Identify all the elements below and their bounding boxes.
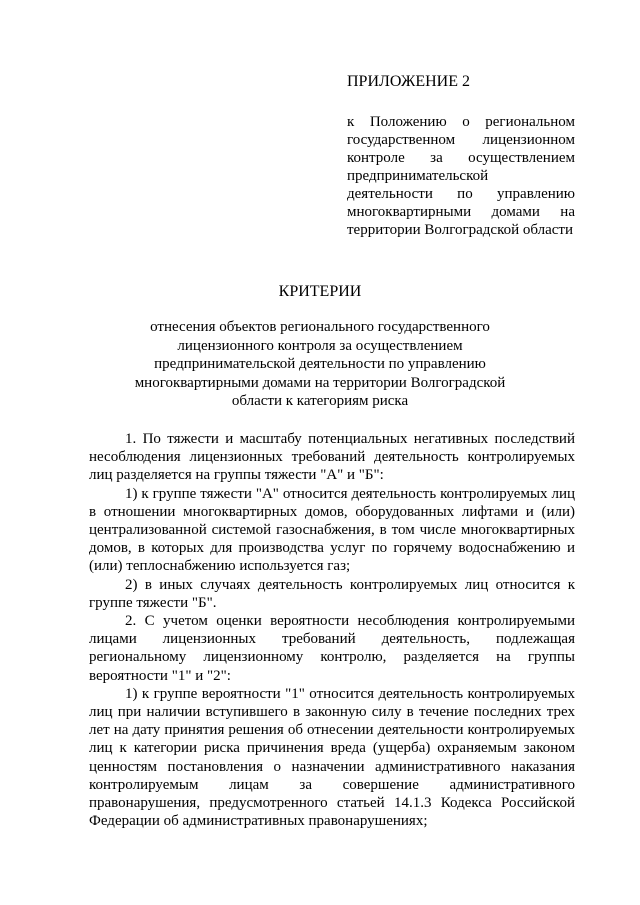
criteria-subtitle: отнесения объектов регионального государственного лицензионного контроля за осуществлением предпринимательской деятельности по управлению многоквартирными домами на территории Волгоградской области к категориям риска: [134, 319, 506, 409]
appendix-block: [347, 72, 575, 239]
appendix-title: ПРИЛОЖЕНИЕ 2: [347, 73, 471, 90]
paragraph-2-1: 1) к группе вероятности "1" относится деятельность контролируемых лиц при наличии вступившего в законную силу в течение последних трех лет на дату принятия решения об отнесении деятельности контролируемых лиц к категории риска причинения вреда (ущерба) охраняемым законом ценностям постановления о назначении административного наказания контролируемым лицам за совершение административного правонарушения, предусмотренного статьей 14.1.3 Кодекса Российской Федерации об административных правонарушениях;: [89, 685, 575, 830]
paragraph-1-2: 2) в иных случаях деятельность контролируемых лиц относится к группе тяжести "Б".: [89, 576, 575, 611]
paragraph-1: 1. По тяжести и масштабу потенциальных негативных последствий несоблюдения лицензионных требований деятельность контролируемых лиц разделяется на группы тяжести "А" и "Б":: [89, 431, 575, 484]
paragraph-1-1: 1) к группе тяжести "А" относится деятельность контролируемых лиц в отношении многоквартирных домов, оборудованных лифтами и (или) централизованной системой газоснабжения, в том числе многоквартирных домов, в которых для производства услуг по горячему водоснабжению и (или) теплоснабжению используется газ;: [89, 485, 575, 575]
paragraph-2: 2. С учетом оценки вероятности несоблюдения контролируемыми лицами лицензионных требований деятельность, подлежащая региональному лицензионному контролю, разделяется на группы вероятности "1" и "2":: [89, 613, 575, 684]
body-text: [89, 430, 575, 830]
appendix-text: к Положению о региональном государственном лицензионном контроле за осуществлением предпринимательской деятельности по управлению многоквартирными домами на территории Волгоградской области: [347, 114, 575, 238]
criteria-title: КРИТЕРИИ: [278, 283, 362, 300]
